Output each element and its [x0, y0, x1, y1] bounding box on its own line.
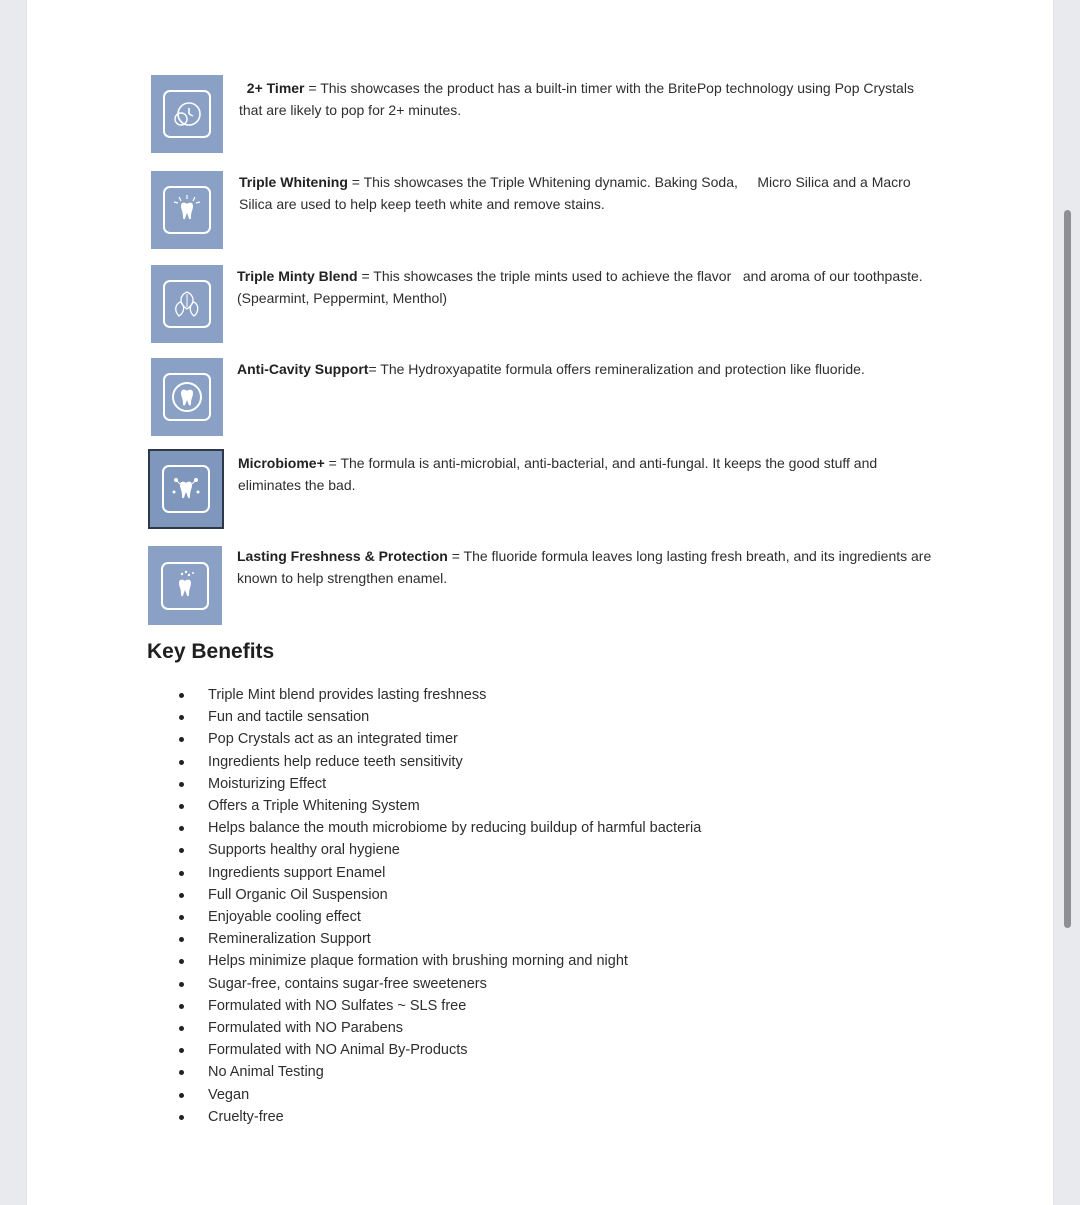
scrollbar[interactable]	[1064, 210, 1071, 928]
benefit-item	[175, 906, 701, 928]
benefit-item	[175, 1039, 701, 1061]
microbe-tooth-icon	[148, 449, 224, 529]
key-benefits-heading: Key Benefits	[147, 640, 275, 663]
benefit-text: Offers a Triple Whitening System	[208, 798, 420, 815]
benefit-text: Remineralization Support	[208, 931, 371, 948]
benefit-item	[175, 706, 701, 728]
bullet-icon	[179, 760, 184, 765]
benefit-text: Helps balance the mouth microbiome by reducing buildup of harmful bacteria	[208, 820, 702, 837]
document-page	[27, 0, 1053, 1205]
benefit-text: Enjoyable cooling effect	[208, 909, 361, 926]
benefit-item	[175, 728, 701, 750]
bullet-icon	[179, 1070, 184, 1075]
feature-triple-minty-blend: Triple Minty Blend = This showcases the triple mints used to achieve the flavor and aroma of our toothpaste. (Spearmint, Peppermint, Menthol)	[237, 268, 927, 306]
benefit-item	[175, 1084, 701, 1106]
bullet-icon	[179, 1048, 184, 1053]
bullet-icon	[179, 871, 184, 876]
bullet-icon	[179, 915, 184, 920]
benefit-text: Ingredients help reduce teeth sensitivity	[208, 753, 463, 770]
benefit-item	[175, 839, 701, 861]
bullet-icon	[179, 1115, 184, 1120]
bullet-icon	[179, 715, 184, 720]
feature-timer: 2+ Timer = This showcases the product has a built-in timer with the BritePop technology using Pop Crystals that are likely to pop for 2+ minutes.	[239, 80, 914, 118]
benefit-text: No Animal Testing	[208, 1064, 324, 1081]
benefit-text: Ingredients support Enamel	[208, 864, 386, 881]
benefit-text: Formulated with NO Animal By-Products	[208, 1042, 468, 1059]
bullet-icon	[179, 1026, 184, 1031]
benefit-item	[175, 1106, 701, 1128]
benefit-text: Sugar-free, contains sugar-free sweeteners	[208, 975, 487, 992]
benefit-item	[175, 795, 701, 817]
benefit-text: Moisturizing Effect	[208, 775, 327, 792]
benefit-item	[175, 1017, 701, 1039]
mint-leaves-icon	[151, 265, 223, 343]
feature-lasting-freshness: Lasting Freshness & Protection = The fluoride formula leaves long lasting fresh breath, and its ingredients are known to help strengthen enamel.	[237, 548, 932, 586]
bullet-icon	[179, 826, 184, 831]
bullet-icon	[179, 982, 184, 987]
benefit-item	[175, 862, 701, 884]
shield-tooth-icon	[151, 358, 223, 436]
benefit-item	[175, 817, 701, 839]
benefit-text: Formulated with NO Sulfates ~ SLS free	[208, 997, 467, 1014]
benefit-item	[175, 751, 701, 773]
bullet-icon	[179, 1004, 184, 1009]
benefit-item	[175, 773, 701, 795]
benefit-text: Helps minimize plaque formation with brushing morning and night	[208, 953, 628, 970]
benefit-text: Pop Crystals act as an integrated timer	[208, 731, 458, 748]
timer-icon	[151, 75, 223, 153]
benefit-text: Fun and tactile sensation	[208, 709, 370, 726]
benefit-text: Full Organic Oil Suspension	[208, 886, 388, 903]
benefit-item	[175, 973, 701, 995]
feature-microbiome: Microbiome+ = The formula is anti-microbial, anti-bacterial, and anti-fungal. It keeps the good stuff and eliminates the bad.	[238, 455, 878, 493]
key-benefits-list	[175, 684, 701, 1128]
bullet-icon	[179, 804, 184, 809]
benefit-item	[175, 1061, 701, 1083]
bullet-icon	[179, 782, 184, 787]
bullet-icon	[179, 1093, 184, 1098]
bullet-icon	[179, 893, 184, 898]
benefit-text: Cruelty-free	[208, 1108, 284, 1125]
benefit-item	[175, 684, 701, 706]
benefit-text: Formulated with NO Parabens	[208, 1020, 404, 1037]
bullet-icon	[179, 959, 184, 964]
feature-anti-cavity: Anti-Cavity Support= The Hydroxyapatite formula offers remineralization and protection like fluoride.	[237, 361, 865, 377]
bullet-icon	[179, 737, 184, 742]
benefit-item	[175, 928, 701, 950]
benefit-text: Vegan	[208, 1086, 250, 1103]
feature-triple-whitening: Triple Whitening = This showcases the Triple Whitening dynamic. Baking Soda, Micro Silica and a Macro Silica are used to help keep teeth white and remove stains.	[239, 174, 915, 212]
sparkling-tooth-icon	[151, 171, 223, 249]
bullet-icon	[179, 693, 184, 698]
bullet-icon	[179, 848, 184, 853]
bullet-icon	[179, 937, 184, 942]
benefit-text: Supports healthy oral hygiene	[208, 842, 400, 859]
benefit-item	[175, 950, 701, 972]
benefit-text: Triple Mint blend provides lasting freshness	[208, 687, 487, 703]
benefit-item	[175, 884, 701, 906]
fresh-tooth-icon	[148, 546, 222, 625]
benefit-item	[175, 995, 701, 1017]
